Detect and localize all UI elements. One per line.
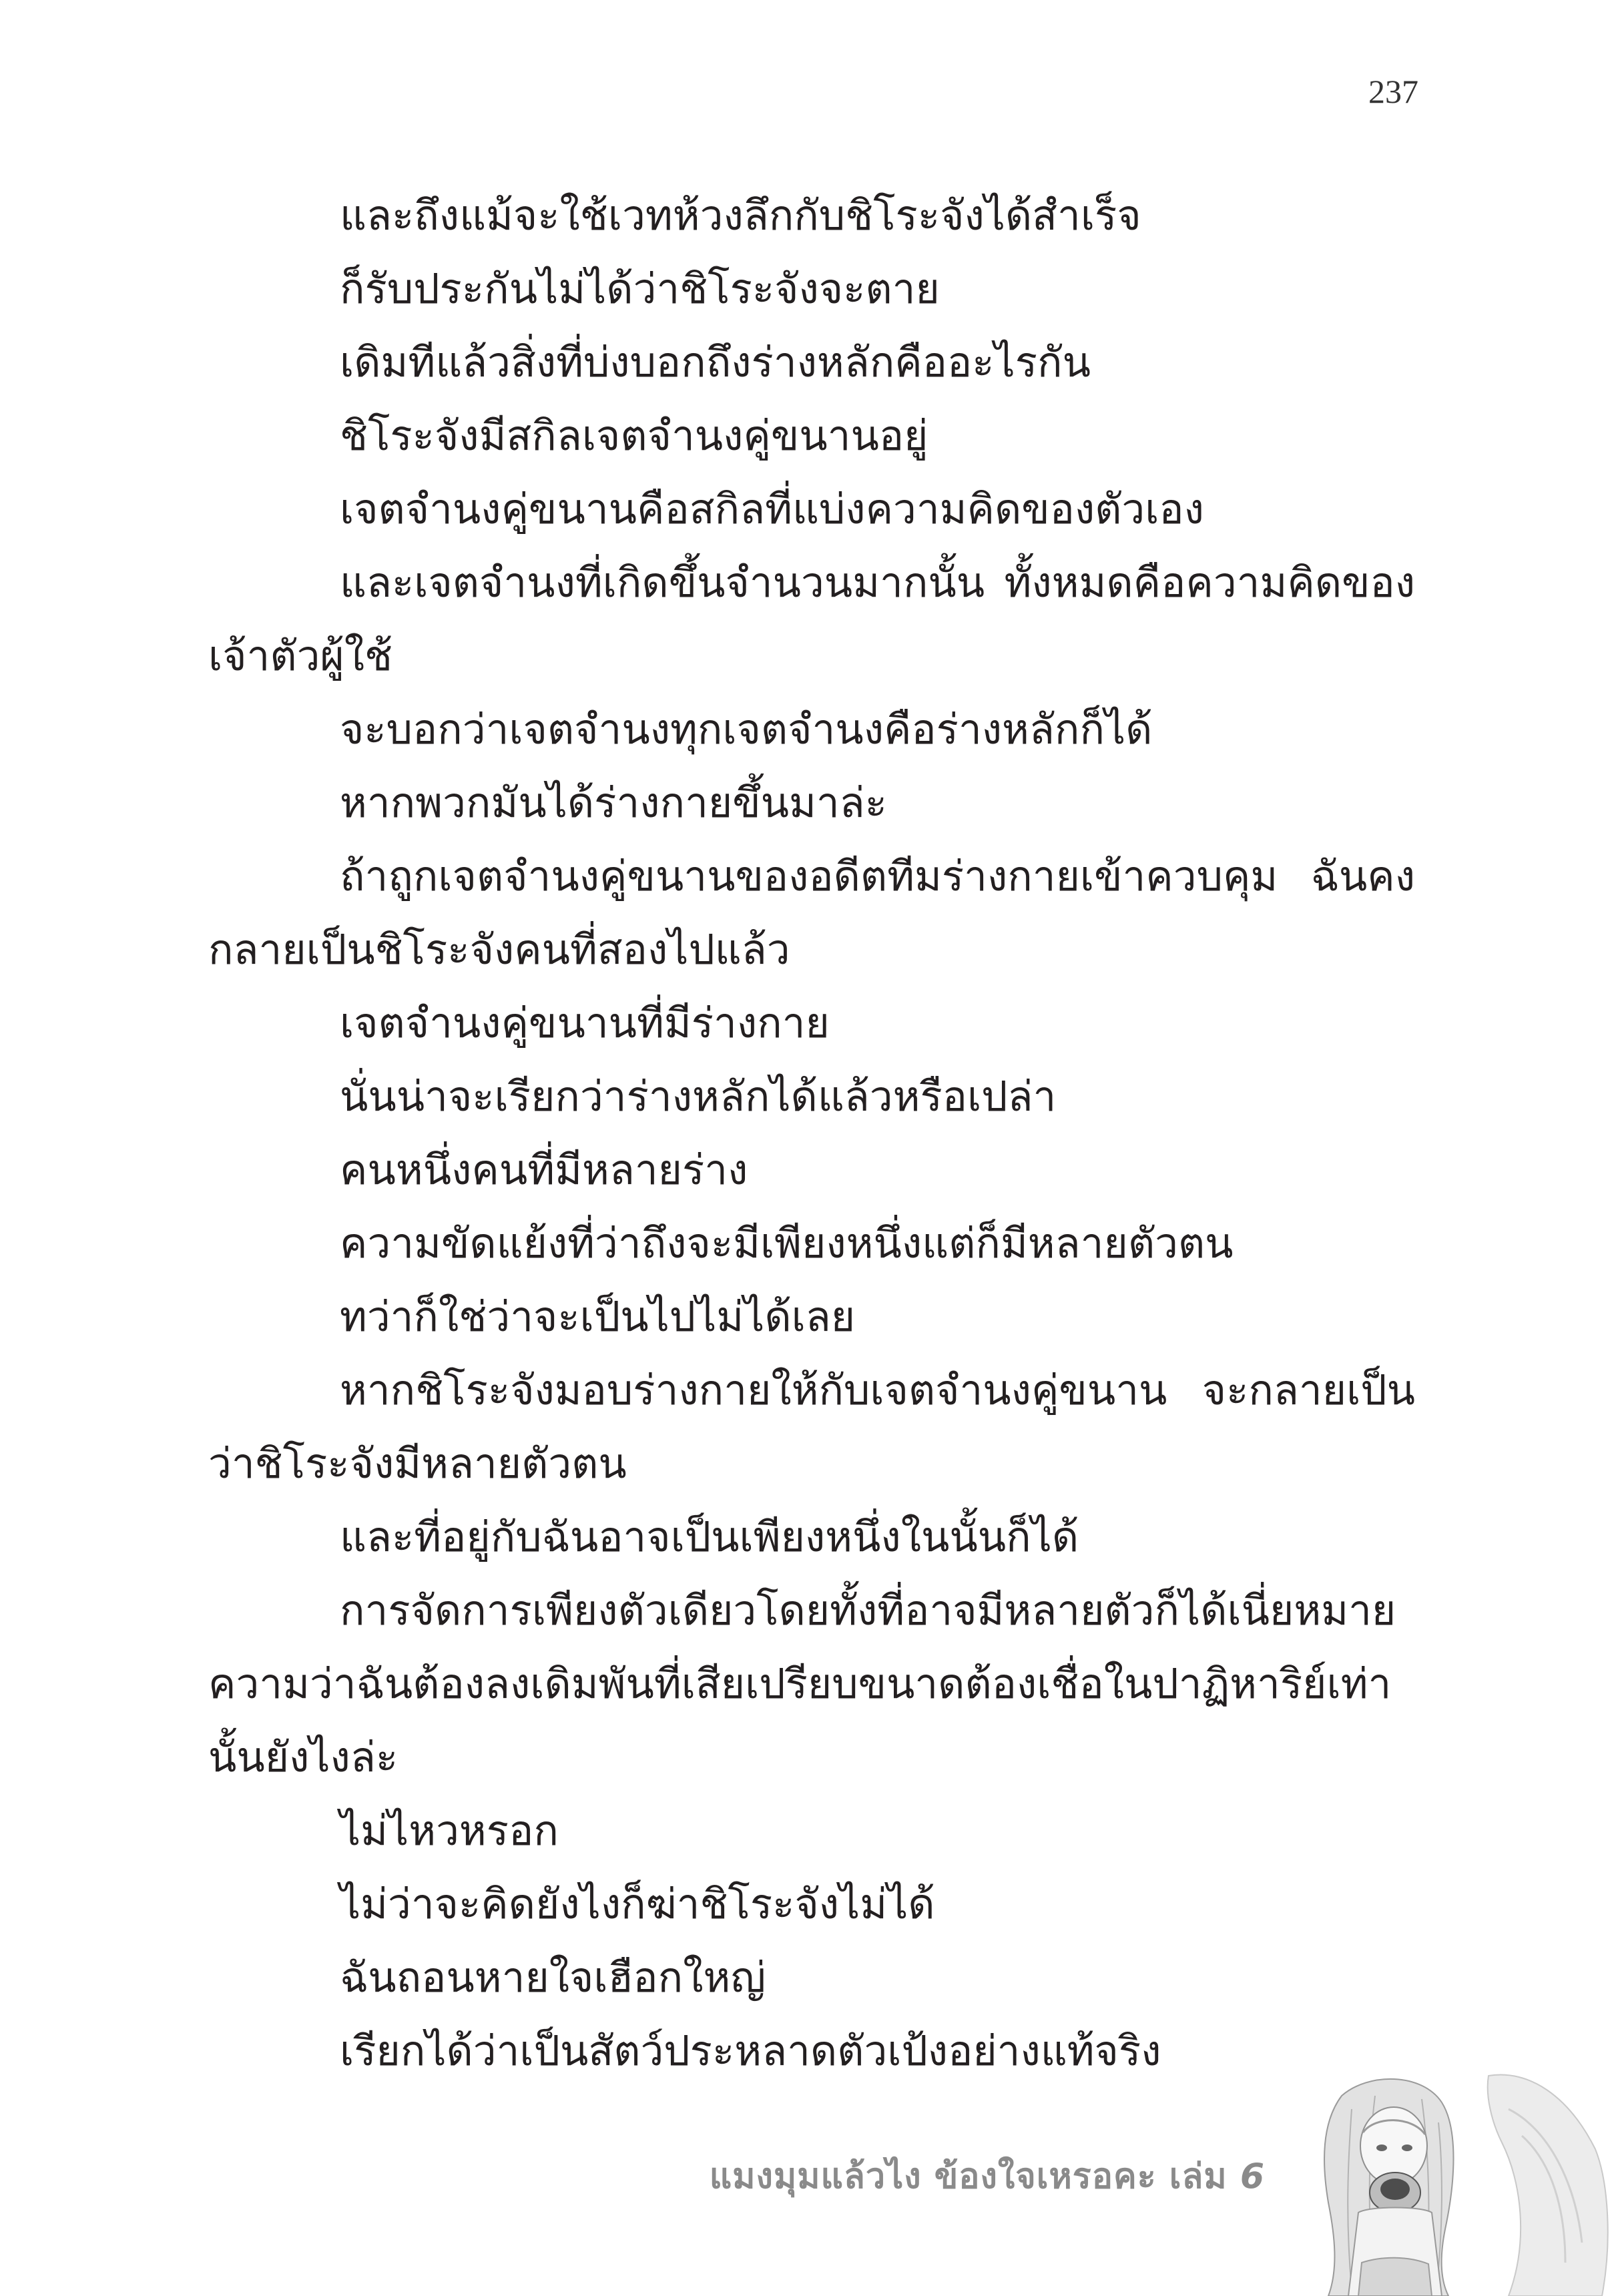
paragraph: ไม่ไหวหรอก <box>340 1806 559 1855</box>
paragraph: ชิโระจังมีสกิลเจตจำนงคู่ขนานอยู่ <box>340 411 928 460</box>
paragraph: ทว่าก็ใช่ว่าจะเป็นไปไม่ได้เลย <box>340 1292 856 1341</box>
paragraph: เดิมทีแล้วสิ่งที่บ่งบอกถึงร่างหลักคืออะไรกัน <box>340 338 1091 386</box>
volume-number: 6 <box>1240 2157 1265 2197</box>
paragraph: เจตจำนงคู่ขนานคือสกิลที่แบ่งความคิดของตัวเอง <box>340 485 1204 533</box>
paragraph: คนหนึ่งคนที่มีหลายร่าง <box>340 1145 748 1194</box>
paragraph: นั่นน่าจะเรียกว่าร่างหลักได้แล้วหรือเปล่า <box>340 1072 1057 1121</box>
running-footer <box>710 2148 1265 2203</box>
paragraph: เจตจำนงคู่ขนานที่มีร่างกาย <box>340 998 830 1047</box>
paragraph: ฉันถอนหายใจเฮือกใหญ่ <box>340 1953 766 2002</box>
page-number: 237 <box>1368 73 1418 110</box>
paragraph: การจัดการเพียงตัวเดียวโดยทั้งที่อาจมีหลายตัวก็ได้เนี่ยหมายความว่าฉันต้องลงเดิมพันที่เสียเปรียบขนาดต้องเชื่อในปาฏิหาริย์เท่านั้นยังไงล่ะ <box>208 1586 1396 1781</box>
paragraph: เรียกได้ว่าเป็นสัตว์ประหลาดตัวเป้งอย่างแท้จริง <box>340 2026 1161 2075</box>
paragraph: และเจตจำนงที่เกิดขึ้นจำนวนมากนั้น ทั้งหมดคือความคิดของเจ้าตัวผู้ใช้ <box>208 558 1415 680</box>
paragraph: ถ้าถูกเจตจำนงคู่ขนานของอดีตทีมร่างกายเข้าควบคุม ฉันคงกลายเป็นชิโระจังคนที่สองไปแล้ว <box>208 852 1415 974</box>
paragraph: และถึงแม้จะใช้เวทห้วงลึกกับชิโระจังได้สำเร็จ <box>340 191 1141 240</box>
paragraph: ก็รับประกันไม่ได้ว่าชิโระจังจะตาย <box>340 264 940 313</box>
paragraph: และที่อยู่กับฉันอาจเป็นเพียงหนึ่งในนั้นก็ได้ <box>340 1512 1079 1561</box>
paragraph: หากพวกมันได้ร่างกายขึ้นมาล่ะ <box>340 778 887 827</box>
paragraph: หากชิโระจังมอบร่างกายให้กับเจตจำนงคู่ขนาน จะกลายเป็นว่าชิโระจังมีหลายตัวตน <box>208 1366 1415 1488</box>
paragraph: ไม่ว่าจะคิดยังไงก็ฆ่าชิโระจังไม่ได้ <box>340 1880 935 1928</box>
paragraph: จะบอกว่าเจตจำนงทุกเจตจำนงคือร่างหลักก็ได้ <box>340 705 1153 754</box>
book-title: แมงมุมแล้วไง ข้องใจเหรอคะ เล่ม <box>709 2157 1240 2197</box>
paragraph: ความขัดแย้งที่ว่าถึงจะมีเพียงหนึ่งแต่ก็มีหลายตัวตน <box>340 1219 1234 1267</box>
girl-illustration-icon <box>1288 2069 1612 2296</box>
body-text <box>208 179 1415 2088</box>
